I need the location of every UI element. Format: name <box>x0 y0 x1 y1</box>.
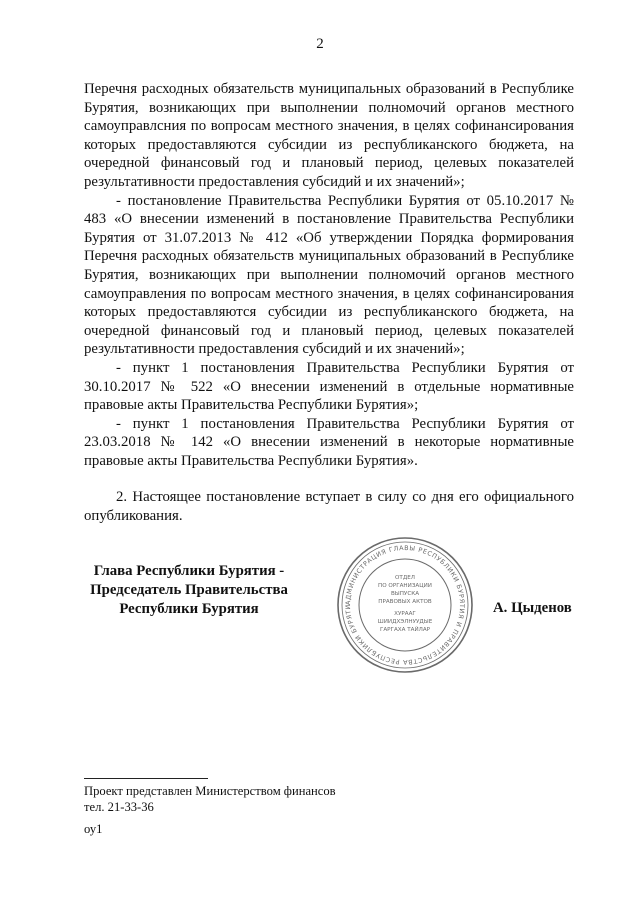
document-body <box>84 80 574 526</box>
signatory-title-line: Председатель Правительства <box>90 582 288 598</box>
seal-graphic <box>335 535 475 675</box>
document-code: оу1 <box>84 822 103 836</box>
seal-center-text: ПРАВОВЫХ АКТОВ <box>378 599 432 605</box>
signatory-title <box>84 562 294 619</box>
page-number: 2 <box>316 36 324 52</box>
footnote-divider <box>84 778 208 779</box>
paragraph-resolution-483: - постановление Правительства Республики Бурятия от 05.10.2017 № 483 «О внесении изменений в постановление Правительства Республики Бурятия от 31.07.2013 № 412 «Об утверждении Порядка формирования Перечня расходных обязательств муниципальных образований в Республике Бурятия, возникающих при выполнении полномочий органов местного самоуправления по вопросам местного значения, в целях софинансирования которых предоставляются субсидии из республиканского бюджета, на очередной финансовый год и плановый период, целевых показателей результативности предоставления субсидий и их значений»; <box>84 192 574 358</box>
seal-center-text: ВЫПУСКА <box>390 591 420 597</box>
seal-center-text: ШИИДХЭЛНУУДЫЕ <box>377 619 433 625</box>
seal-ring-text: АДМИНИСТРАЦИЯ ГЛАВЫ РЕСПУБЛИКИ БУРЯТИЯ И ПРАВИТЕЛЬСТВА РЕСПУБЛИКИ БУРЯТИ <box>343 543 467 667</box>
signatory-name: А. Цыденов <box>493 600 572 616</box>
paragraph-resolution-522: - пункт 1 постановления Правительства Республики Бурятия от 30.10.2017 № 522 «О внесении изменений в отдельные нормативные правовые акты Правительства Республики Бурятия»; <box>84 359 574 414</box>
seal-center-text: ГАРГАХА ТАЙЛАР <box>379 627 431 633</box>
paragraph-resolution-142: - пункт 1 постановления Правительства Республики Бурятия от 23.03.2018 № 142 «О внесении изменений в некоторые нормативные правовые акты Правительства Республики Бурятия». <box>84 415 574 469</box>
seal-center-text: ПО ОРГАНИЗАЦИИ <box>378 583 432 589</box>
signatory-title-line: Глава Республики Бурятия - <box>93 563 285 579</box>
seal-center-text: ХУРААГ <box>394 611 416 617</box>
seal-center-text: ОТДЕЛ <box>395 575 415 581</box>
signatory-title-line: Республики Бурятия <box>119 601 259 617</box>
footnote-presented-by: Проект представлен Министерством финансов <box>84 784 336 798</box>
footnote-phone: тел. 21-33-36 <box>84 800 154 814</box>
official-seal <box>335 535 475 675</box>
footnote <box>84 783 444 815</box>
paragraph-entry-into-force: 2. Настоящее постановление вступает в силу со дня его официального опубликования. <box>84 489 574 525</box>
paragraph-continuation: Перечня расходных обязательств муниципальных образований в Республике Бурятия, возникающих при выполнении полномочий органов местного самоуправлсния по вопросам местного значения, в целях софинансирования которых предоставляются субсидии из республиканского бюджета, на очередной финансовый год и плановый период, целевых показателей результативности предоставления субсидий и их значений»; <box>84 81 574 190</box>
